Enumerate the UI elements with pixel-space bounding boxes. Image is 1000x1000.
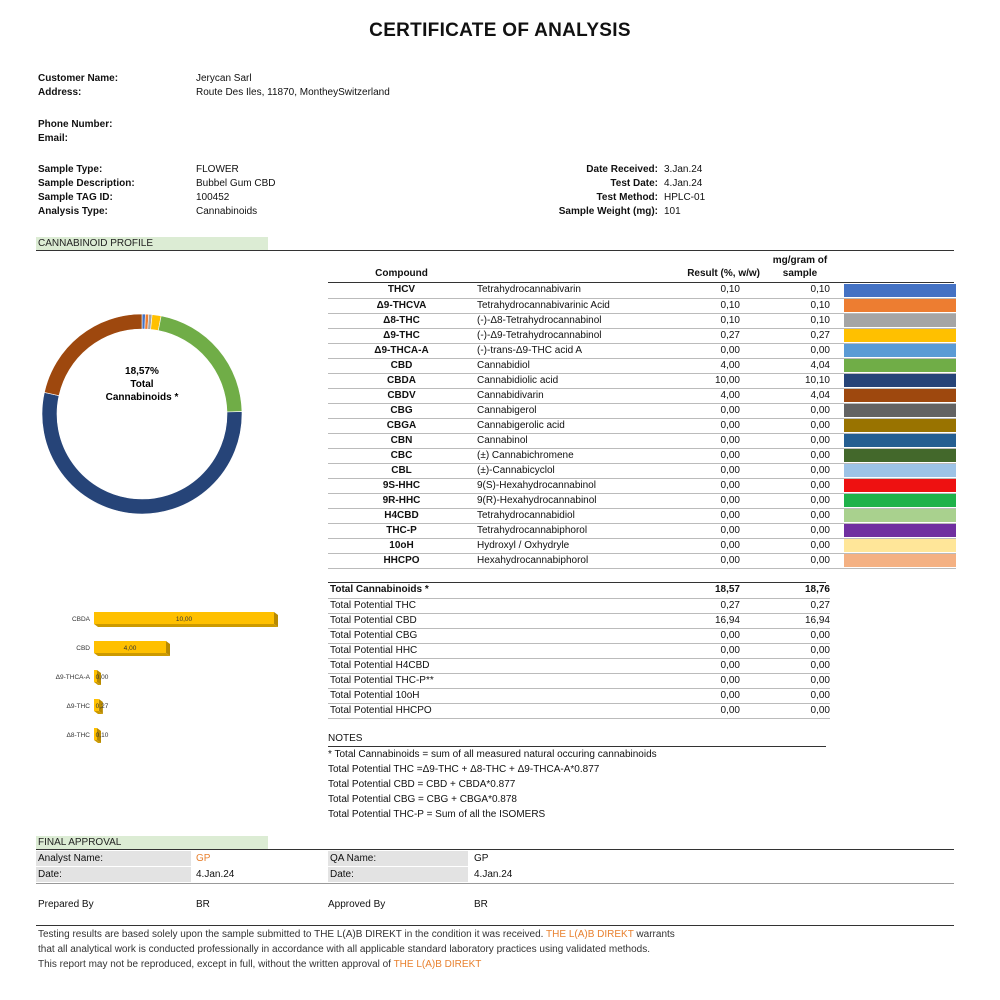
compound-mg: 0,10	[740, 313, 830, 328]
compound-abbr: 10oH	[328, 538, 475, 553]
compound-abbr: CBDA	[328, 373, 475, 388]
compound-name: (-)-Δ8-Tetrahydrocannabinol	[475, 313, 645, 328]
analyst-name-value: GP	[196, 853, 211, 864]
bar-category-label: CBD	[76, 645, 90, 652]
sample-type-label: Sample Type:	[38, 164, 103, 175]
final-approval-header: FINAL APPROVAL	[36, 836, 268, 849]
qa-name-value: GP	[474, 853, 489, 864]
compound-mg: 0,27	[740, 328, 830, 343]
compound-row	[328, 298, 956, 313]
note-line-5: Total Potential THC-P = Sum of all the ISOMERS	[328, 809, 546, 820]
compound-result: 0,00	[645, 553, 740, 568]
compound-mg: 4,04	[740, 388, 830, 403]
test-date-value: 4.Jan.24	[664, 178, 703, 189]
profile-divider	[36, 250, 954, 251]
compound-abbr: CBDV	[328, 388, 475, 403]
bar-value-label: 10,00	[175, 616, 193, 623]
address-value: Route Des Iles, 11870, MontheySwitzerland	[196, 87, 390, 98]
compound-color-swatch	[844, 524, 956, 537]
compound-color-cell	[830, 373, 956, 388]
totals-result: 18,57	[645, 583, 740, 598]
compound-color-cell	[830, 463, 956, 478]
test-method-value: HPLC-01	[664, 192, 706, 203]
compound-row	[328, 478, 956, 493]
cannabinoid-bar-chart	[30, 600, 300, 755]
compound-color-swatch	[844, 344, 956, 357]
totals-mg: 0,00	[740, 658, 830, 673]
compound-color-cell	[830, 538, 956, 553]
totals-mg: 0,00	[740, 703, 830, 718]
totals-mg: 0,00	[740, 673, 830, 688]
compound-result: 0,00	[645, 403, 740, 418]
compound-color-swatch	[844, 449, 956, 462]
totals-label: Total Potential CBD	[328, 613, 645, 628]
sample-right-labels	[480, 163, 658, 219]
compound-abbr: CBN	[328, 433, 475, 448]
date-received-value: 3.Jan.24	[664, 164, 703, 175]
compound-color-swatch	[844, 494, 956, 507]
notes-title: NOTES	[328, 733, 363, 744]
compound-mg: 0,00	[740, 553, 830, 568]
compound-result: 0,00	[645, 418, 740, 433]
totals-label: Total Potential H4CBD	[328, 658, 645, 673]
sample-labels	[38, 163, 198, 219]
compound-color-swatch	[844, 419, 956, 432]
totals-row	[328, 583, 830, 598]
totals-row	[328, 703, 830, 718]
test-method-label: Test Method:	[596, 192, 658, 203]
sample-weight-label: Sample Weight (mg):	[558, 206, 658, 217]
totals-result: 0,00	[645, 643, 740, 658]
qa-date-label: Date:	[328, 867, 468, 882]
compound-name: 9(S)-Hexahydrocannabinol	[475, 478, 645, 493]
compound-row	[328, 448, 956, 463]
compound-color-swatch	[844, 539, 956, 552]
totals-label: Total Potential HHC	[328, 643, 645, 658]
bar-bottom	[94, 624, 278, 627]
compound-abbr: THCV	[328, 283, 475, 298]
compound-name: (±)-Cannabicyclol	[475, 463, 645, 478]
compound-row	[328, 343, 956, 358]
compound-abbr: CBD	[328, 358, 475, 373]
totals-label: Total Potential HHCPO	[328, 703, 645, 718]
compound-mg: 0,10	[740, 283, 830, 298]
compound-color-swatch	[844, 374, 956, 387]
compound-name: Cannabidiol	[475, 358, 645, 373]
totals-row	[328, 643, 830, 658]
test-date-label: Test Date:	[610, 178, 658, 189]
analysis-type-label: Analysis Type:	[38, 206, 108, 217]
compound-color-cell	[830, 508, 956, 523]
compound-row	[328, 493, 956, 508]
donut-center-value: 18,57%	[125, 366, 159, 377]
totals-result: 0,00	[645, 658, 740, 673]
prepared-by-label: Prepared By	[38, 899, 94, 910]
compound-name: Tetrahydrocannabivarin	[475, 283, 645, 298]
compound-name: Tetrahydrocannabidiol	[475, 508, 645, 523]
totals-row	[328, 613, 830, 628]
compound-abbr: CBC	[328, 448, 475, 463]
footer-line-1a: Testing results are based solely upon the sample submitted to THE L(A)B DIREKT in the condition it was received.	[38, 929, 547, 940]
bar-category-label: CBDA	[71, 616, 90, 623]
compound-result: 0,00	[645, 523, 740, 538]
note-line-1: * Total Cannabinoids = sum of all measured natural occuring cannabinoids	[328, 749, 657, 760]
compound-result: 0,10	[645, 283, 740, 298]
compound-name: Cannabigerol	[475, 403, 645, 418]
compound-row	[328, 328, 956, 343]
bar-value-label: 4,00	[123, 645, 137, 652]
compound-result: 0,27	[645, 328, 740, 343]
compound-row	[328, 388, 956, 403]
note-line-4: Total Potential CBG = CBG + CBGA*0.878	[328, 794, 517, 805]
donut-slice-CBDA	[42, 392, 242, 514]
bar-value-label: 0,10	[95, 732, 109, 739]
totals-result: 0,00	[645, 628, 740, 643]
approval-row-divider	[36, 883, 954, 884]
compound-color-cell	[830, 328, 956, 343]
approved-by-label: Approved By	[328, 899, 386, 910]
contact-labels	[38, 118, 198, 146]
col-mg-header	[760, 254, 840, 280]
compound-color-cell	[830, 313, 956, 328]
compound-name: Cannabidivarin	[475, 388, 645, 403]
compound-abbr: H4CBD	[328, 508, 475, 523]
compound-name: Cannabinol	[475, 433, 645, 448]
col-result-header: Result (%, w/w)	[687, 268, 760, 279]
footer-line-2: that all analytical work is conducted professionally in accordance with all applicable standard laboratory practices using validated methods.	[38, 944, 651, 955]
compound-abbr: 9R-HHC	[328, 493, 475, 508]
bar-value-label: 0,27	[95, 703, 109, 710]
qa-date-value: 4.Jan.24	[474, 869, 513, 880]
compound-abbr: Δ9-THCVA	[328, 298, 475, 313]
compound-color-cell	[830, 403, 956, 418]
compound-abbr: CBL	[328, 463, 475, 478]
compound-result: 0,10	[645, 313, 740, 328]
totals-row	[328, 673, 830, 688]
totals-result: 0,27	[645, 598, 740, 613]
compound-color-swatch	[844, 464, 956, 477]
compound-name: 9(R)-Hexahydrocannabinol	[475, 493, 645, 508]
compound-abbr: THC-P	[328, 523, 475, 538]
footer-disclaimer	[38, 927, 958, 972]
date-received-label: Date Received:	[586, 164, 658, 175]
compound-row	[328, 403, 956, 418]
bar-category-label: Δ8-THC	[66, 732, 90, 739]
compound-mg: 0,00	[740, 433, 830, 448]
totals-row	[328, 688, 830, 703]
compound-color-cell	[830, 358, 956, 373]
compound-color-cell	[830, 283, 956, 298]
customer-name-label: Customer Name:	[38, 73, 119, 84]
col-mg-header-line2: sample	[782, 268, 818, 279]
compound-name: (±) Cannabichromene	[475, 448, 645, 463]
compound-mg: 10,10	[740, 373, 830, 388]
compound-abbr: Δ9-THC	[328, 328, 475, 343]
footer-lab-name-2: THE L(A)B DIREKT	[393, 959, 482, 970]
compound-result: 4,00	[645, 388, 740, 403]
cannabinoid-profile-header: CANNABINOID PROFILE	[36, 237, 268, 250]
compound-mg: 0,00	[740, 403, 830, 418]
compound-name: (-)-trans-Δ9-THC acid A	[475, 343, 645, 358]
customer-values	[196, 72, 596, 100]
compound-name: Tetrahydrocannabivarinic Acid	[475, 298, 645, 313]
compound-name: Hexahydrocannabiphorol	[475, 553, 645, 568]
compound-color-swatch	[844, 314, 956, 327]
compound-mg: 0,00	[740, 478, 830, 493]
approved-by-value: BR	[474, 899, 488, 910]
compound-result: 0,00	[645, 448, 740, 463]
footer-line-1	[38, 927, 958, 942]
compound-abbr: CBG	[328, 403, 475, 418]
sample-tag-value: 100452	[196, 192, 230, 203]
compound-color-swatch	[844, 404, 956, 417]
compound-mg: 0,00	[740, 343, 830, 358]
compound-row	[328, 313, 956, 328]
compound-row	[328, 373, 956, 388]
totals-result: 0,00	[645, 703, 740, 718]
analyst-date-label: Date:	[36, 867, 191, 882]
prepared-by-value: BR	[196, 899, 210, 910]
email-label: Email:	[38, 133, 69, 144]
note-line-3: Total Potential CBD = CBD + CBDA*0.877	[328, 779, 516, 790]
compound-row	[328, 433, 956, 448]
customer-labels	[38, 72, 198, 100]
compound-mg: 0,00	[740, 418, 830, 433]
compound-result: 0,00	[645, 463, 740, 478]
bar-category-label: Δ9-THC	[66, 703, 90, 710]
donut-center-label1: Total	[130, 379, 154, 390]
totals-row	[328, 598, 830, 613]
page-title: CERTIFICATE OF ANALYSIS	[369, 20, 631, 41]
sample-values	[196, 163, 396, 219]
compound-result: 0,00	[645, 433, 740, 448]
compound-color-cell	[830, 388, 956, 403]
compound-name: (-)-Δ9-Tetrahydrocannabinol	[475, 328, 645, 343]
footer-line-1c: warrants	[633, 929, 675, 940]
compound-abbr: Δ8-THC	[328, 313, 475, 328]
totals-table	[328, 583, 830, 719]
donut-center-label2: Cannabinoids *	[105, 392, 179, 403]
compound-name: Tetrahydrocannabiphorol	[475, 523, 645, 538]
approval-divider	[36, 849, 954, 850]
sample-desc-label: Sample Description:	[38, 178, 135, 189]
totals-result: 0,00	[645, 673, 740, 688]
totals-label: Total Cannabinoids *	[328, 583, 645, 598]
compound-color-cell	[830, 493, 956, 508]
compound-color-swatch	[844, 479, 956, 492]
totals-row	[328, 628, 830, 643]
compound-result: 4,00	[645, 358, 740, 373]
footer-lab-name-1: THE L(A)B DIREKT	[546, 929, 634, 940]
footer-line-3a: This report may not be reproduced, except in full, without the written approval of	[38, 959, 394, 970]
compound-color-swatch	[844, 509, 956, 522]
sample-type-value: FLOWER	[196, 164, 239, 175]
compound-row	[328, 553, 956, 568]
analyst-name-label: Analyst Name:	[36, 851, 191, 866]
compound-color-swatch	[844, 554, 956, 567]
totals-mg: 0,27	[740, 598, 830, 613]
donut-slices	[42, 314, 242, 514]
compound-color-swatch	[844, 329, 956, 342]
compound-result: 0,00	[645, 508, 740, 523]
compound-row	[328, 523, 956, 538]
compound-result: 0,00	[645, 538, 740, 553]
compound-color-cell	[830, 448, 956, 463]
totals-mg: 0,00	[740, 643, 830, 658]
compound-mg: 0,00	[740, 538, 830, 553]
qa-name-label: QA Name:	[328, 851, 468, 866]
compound-color-cell	[830, 298, 956, 313]
note-line-2: Total Potential THC =Δ9-THC + Δ8-THC + Δ9-THCA-A*0.877	[328, 764, 600, 775]
compound-name: Hydroxyl / Oxhydryle	[475, 538, 645, 553]
compound-color-swatch	[844, 389, 956, 402]
compound-abbr: HHCPO	[328, 553, 475, 568]
footer-line-3	[38, 957, 958, 972]
totals-label: Total Potential 10oH	[328, 688, 645, 703]
bar-group	[56, 612, 278, 743]
analyst-date-value: 4.Jan.24	[196, 869, 235, 880]
compound-row	[328, 418, 956, 433]
compound-color-cell	[830, 418, 956, 433]
compound-row	[328, 358, 956, 373]
compound-mg: 4,04	[740, 358, 830, 373]
donut-slice-CBDV	[44, 314, 142, 396]
compound-row	[328, 508, 956, 523]
sample-tag-label: Sample TAG ID:	[38, 192, 113, 203]
compound-abbr: Δ9-THCA-A	[328, 343, 475, 358]
totals-result: 0,00	[645, 688, 740, 703]
compound-color-cell	[830, 523, 956, 538]
phone-label: Phone Number:	[38, 119, 113, 130]
col-compound-header: Compound	[375, 268, 428, 279]
totals-label: Total Potential CBG	[328, 628, 645, 643]
totals-result: 16,94	[645, 613, 740, 628]
customer-name-value: Jerycan Sarl	[196, 73, 252, 84]
compound-mg: 0,00	[740, 508, 830, 523]
sample-weight-value: 101	[664, 206, 681, 217]
compound-result: 10,00	[645, 373, 740, 388]
totals-mg: 0,00	[740, 688, 830, 703]
bar-bottom	[94, 653, 170, 656]
totals-mg: 16,94	[740, 613, 830, 628]
compound-name: Cannabidiolic acid	[475, 373, 645, 388]
compound-name: Cannabigerolic acid	[475, 418, 645, 433]
bar-value-label: 0,00	[95, 674, 109, 681]
compound-color-cell	[830, 478, 956, 493]
compound-result: 0,00	[645, 343, 740, 358]
compound-mg: 0,00	[740, 523, 830, 538]
totals-label: Total Potential THC-P**	[328, 673, 645, 688]
compound-mg: 0,00	[740, 463, 830, 478]
compound-mg: 0,00	[740, 448, 830, 463]
compound-mg: 0,10	[740, 298, 830, 313]
analysis-type-value: Cannabinoids	[196, 206, 258, 217]
compound-row	[328, 283, 956, 298]
footer-divider	[36, 925, 954, 926]
compound-row	[328, 538, 956, 553]
totals-mg: 18,76	[740, 583, 830, 598]
compound-result: 0,00	[645, 478, 740, 493]
compound-color-swatch	[844, 434, 956, 447]
compound-color-swatch	[844, 299, 956, 312]
compound-color-swatch	[844, 284, 956, 297]
compound-table	[328, 283, 956, 569]
compound-color-cell	[830, 343, 956, 358]
col-mg-header-line1: mg/gram of	[772, 255, 828, 266]
compound-abbr: CBGA	[328, 418, 475, 433]
sample-desc-value: Bubbel Gum CBD	[196, 178, 276, 189]
compound-mg: 0,00	[740, 493, 830, 508]
compound-result: 0,10	[645, 298, 740, 313]
totals-mg: 0,00	[740, 628, 830, 643]
compound-result: 0,00	[645, 493, 740, 508]
address-label: Address:	[38, 87, 82, 98]
compound-color-swatch	[844, 359, 956, 372]
totals-row	[328, 658, 830, 673]
bar-category-label: Δ9-THCA-A	[55, 674, 90, 681]
compound-row	[328, 463, 956, 478]
compound-color-cell	[830, 553, 956, 568]
cannabinoid-donut-chart	[38, 310, 246, 518]
totals-label: Total Potential THC	[328, 598, 645, 613]
sample-right-values	[664, 163, 784, 219]
compound-abbr: 9S-HHC	[328, 478, 475, 493]
notes-section	[328, 731, 954, 822]
compound-color-cell	[830, 433, 956, 448]
